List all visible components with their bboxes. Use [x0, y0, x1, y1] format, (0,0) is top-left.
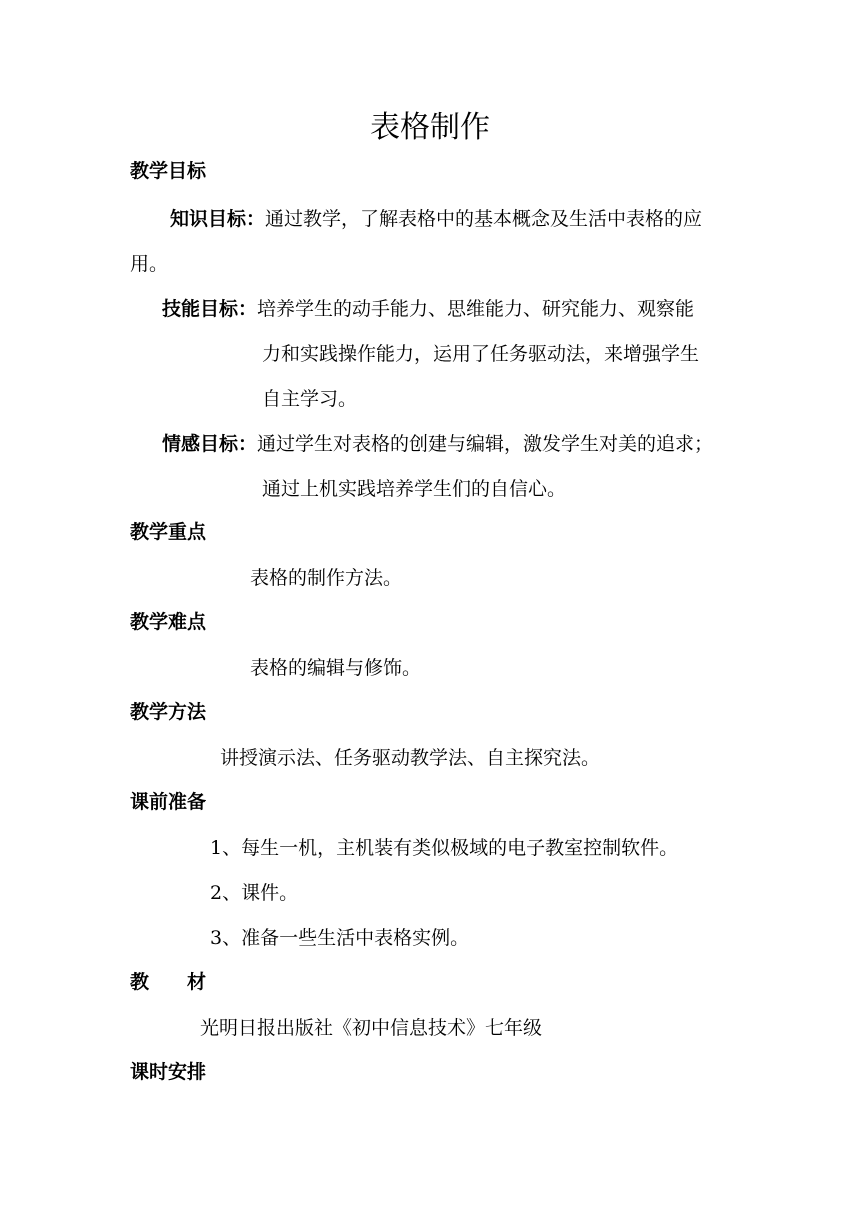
heading-textbook-char-1: 教 [130, 971, 150, 993]
skill-goal-label: 技能目标： [162, 298, 258, 320]
heading-textbook [130, 969, 206, 995]
emotion-goal-text-1: 通过学生对表格的创建与编辑，激发学生对美的追求； [257, 433, 714, 455]
textbook-text: 光明日报出版社《初中信息技术》七年级 [200, 1017, 543, 1039]
skill-goal-line-1 [162, 296, 694, 322]
knowledge-goal-line-1 [170, 206, 702, 232]
heading-preparation: 课前准备 [130, 791, 207, 813]
page-title: 表格制作 [370, 110, 490, 145]
heading-teaching-goals: 教学目标 [130, 160, 207, 182]
emotion-goal-line-2: 通过上机实践培养学生们的自信心。 [262, 478, 567, 500]
emotion-goal-line-1 [162, 431, 713, 457]
preparation-item-1: 1、每生一机，主机装有类似极域的电子教室控制软件。 [210, 837, 679, 859]
skill-goal-text-1: 培养学生的动手能力、思维能力、研究能力、观察能 [257, 298, 695, 320]
knowledge-goal-label: 知识目标： [170, 208, 266, 230]
preparation-item-3: 3、准备一些生活中表格实例。 [210, 927, 470, 949]
preparation-item-2: 2、课件。 [210, 882, 299, 904]
skill-goal-line-2: 力和实践操作能力，运用了任务驱动法，来增强学生 [262, 343, 700, 365]
key-points-text: 表格的制作方法。 [250, 567, 403, 589]
heading-difficulties: 教学难点 [130, 611, 207, 633]
heading-key-points: 教学重点 [130, 521, 207, 543]
methods-text: 讲授演示法、任务驱动教学法、自主探究法。 [220, 747, 601, 769]
emotion-goal-label: 情感目标： [162, 433, 258, 455]
heading-textbook-char-2: 材 [187, 971, 207, 993]
heading-schedule: 课时安排 [130, 1061, 207, 1083]
knowledge-goal-line-2: 用。 [130, 253, 169, 275]
skill-goal-line-3: 自主学习。 [262, 388, 358, 410]
heading-methods: 教学方法 [130, 701, 207, 723]
knowledge-goal-text-1: 通过教学，了解表格中的基本概念及生活中表格的应 [265, 208, 703, 230]
difficulties-text: 表格的编辑与修饰。 [250, 657, 422, 679]
